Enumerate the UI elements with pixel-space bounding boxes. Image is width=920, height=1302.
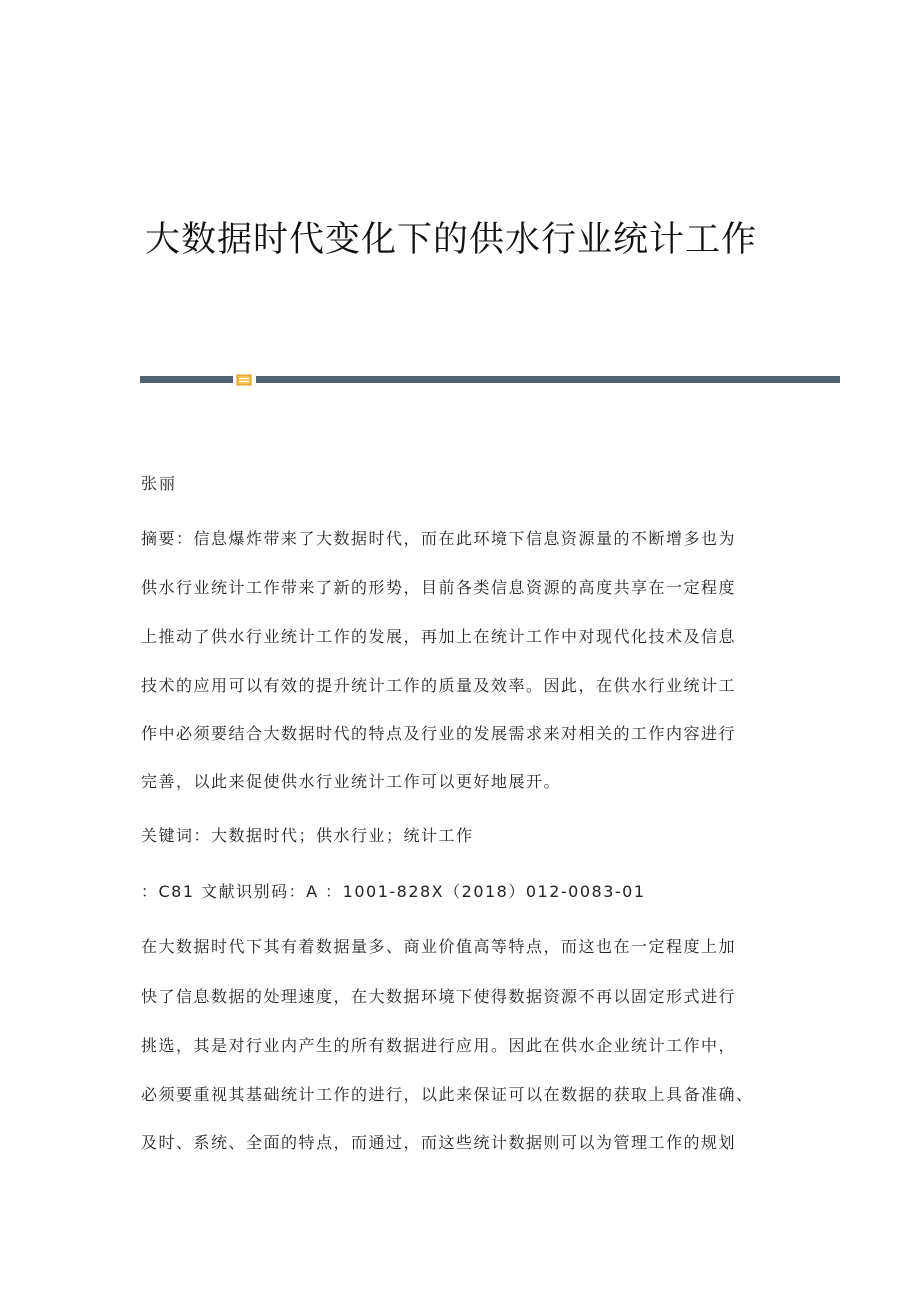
abstract-line: 供水行业统计工作带来了新的形势，目前各类信息资源的高度共享在一定程度 [141, 578, 737, 597]
body-line: 及时、系统、全面的特点，而通过，而这些统计数据则可以为管理工作的规划 [141, 1133, 737, 1152]
body-line: 快了信息数据的处理速度，在大数据环境下使得数据资源不再以固定形式进行 [141, 987, 737, 1006]
abstract-line: 作中必须要结合大数据时代的特点及行业的发展需求来对相关的工作内容进行 [141, 724, 737, 743]
body-line: 在大数据时代下其有着数据量多、商业价值高等特点，而这也在一定程度上加 [141, 937, 737, 956]
keywords-line: 关键词：大数据时代；供水行业；统计工作 [141, 826, 474, 845]
abstract-line: 摘要：信息爆炸带来了大数据时代，而在此环境下信息资源量的不断增多也为 [141, 529, 737, 548]
abstract-line: 技术的应用可以有效的提升统计工作的质量及效率。因此，在供水行业统计工 [141, 676, 737, 695]
title-divider [140, 374, 840, 386]
body-line: 挑选，其是对行业内产生的所有数据进行应用。因此在供水企业统计工作中， [141, 1036, 737, 1055]
divider-bar-left [140, 376, 233, 383]
author-name: 张丽 [141, 474, 178, 493]
body-line: 必须要重视其基础统计工作的进行，以此来保证可以在数据的获取上具备准确、 [141, 1085, 754, 1104]
document-title: 大数据时代变化下的供水行业统计工作 [145, 220, 758, 260]
divider-bar-right [256, 376, 840, 383]
classification-line: ：C81 文献识别码：A ：1001-828X（2018）012-0083-01 [141, 882, 646, 901]
divider-marker-icon [236, 374, 252, 386]
abstract-line: 完善，以此来促使供水行业统计工作可以更好地展开。 [141, 772, 562, 791]
abstract-line: 上推动了供水行业统计工作的发展，再加上在统计工作中对现代化技术及信息 [141, 627, 737, 646]
